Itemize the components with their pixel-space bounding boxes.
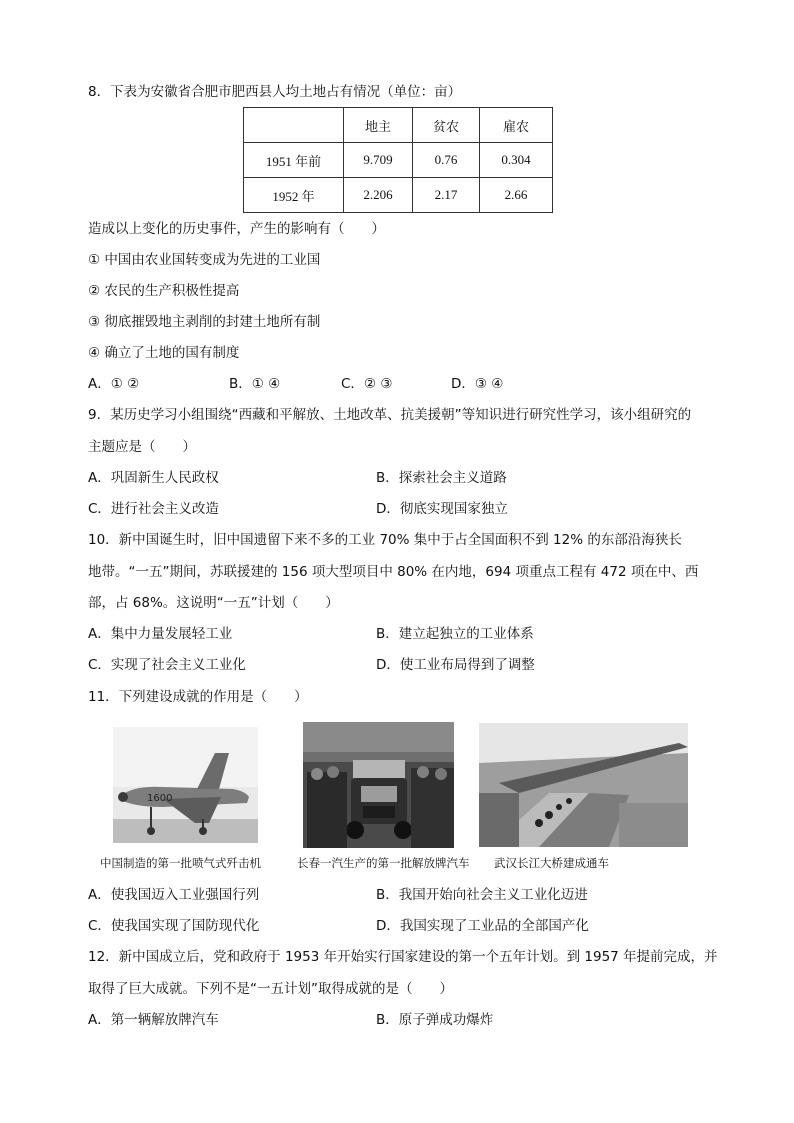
q10-stem-line1: 10．新中国诞生时，旧中国遗留下来不多的工业 70% 集中于占全国面积不到 12% 的东部沿海狭长 — [88, 532, 682, 548]
jet-fighter-photo — [113, 727, 258, 843]
q12-stem-line1: 12．新中国成立后，党和政府于 1953 年开始实行国家建设的第一个五年计划。到 1957 年提前完成，并 — [88, 949, 718, 965]
wuhan-bridge-photo — [479, 723, 688, 847]
land-table — [243, 107, 553, 213]
table-cell: 2.17 — [413, 178, 480, 213]
q8-option-b[interactable]: B．① ④ — [229, 376, 281, 392]
q8-item-3: ③ 彻底摧毁地主剥削的封建土地所有制 — [88, 314, 321, 330]
q12-option-b[interactable]: B．原子弹成功爆炸 — [376, 1012, 494, 1028]
caption-jet-fighter: 中国制造的第一批喷气式歼击机 — [100, 856, 261, 870]
plane-number: 1600 — [147, 793, 173, 804]
q9-stem-line1: 9．某历史学习小组围绕“西藏和平解放、土地改革、抗美援朝”等知识进行研究性学习，该小组研究的 — [88, 407, 692, 423]
table-row — [244, 143, 553, 178]
q9-option-d[interactable]: D．彻底实现国家独立 — [376, 501, 508, 517]
q9-option-a[interactable]: A．巩固新生人民政权 — [88, 470, 219, 486]
caption-jiefang-truck: 长春一汽生产的第一批解放牌汽车 — [297, 856, 470, 870]
jet-fighter-illustration — [113, 727, 258, 843]
table-cell: 1951 年前 — [244, 143, 344, 178]
q8-item-1: ① 中国由农业国转变成为先进的工业国 — [88, 252, 321, 268]
q8-question: 造成以上变化的历史事件，产生的影响有（ ） — [88, 221, 385, 237]
q9-option-c[interactable]: C．进行社会主义改造 — [88, 501, 219, 517]
table-cell: 2.206 — [344, 178, 413, 213]
table-cell: 9.709 — [344, 143, 413, 178]
table-cell: 2.66 — [480, 178, 553, 213]
table-header-cell: 贫农 — [413, 108, 480, 143]
table-cell: 0.304 — [480, 143, 553, 178]
q10-stem-line3: 部，占 68%。这说明“一五”计划（ ） — [88, 595, 339, 611]
q11-stem: 11．下列建设成就的作用是（ ） — [88, 689, 308, 705]
wuhan-bridge-illustration — [479, 723, 688, 847]
q8-item-2: ② 农民的生产积极性提高 — [88, 283, 240, 299]
table-cell: 0.76 — [413, 143, 480, 178]
jiefang-truck-illustration — [303, 722, 454, 848]
q12-option-a[interactable]: A．第一辆解放牌汽车 — [88, 1012, 219, 1028]
q11-option-a[interactable]: A．使我国迈入工业强国行列 — [88, 887, 260, 903]
table-cell: 1952 年 — [244, 178, 344, 213]
q10-option-a[interactable]: A．集中力量发展轻工业 — [88, 626, 233, 642]
q8-stem: 8．下表为安徽省合肥市肥西县人均土地占有情况（单位：亩） — [88, 84, 462, 100]
q9-option-b[interactable]: B．探索社会主义道路 — [376, 470, 507, 486]
q8-option-a[interactable]: A．① ② — [88, 376, 140, 392]
q12-stem-line2: 取得了巨大成就。下列不是“一五计划”取得成就的是（ ） — [88, 981, 453, 997]
q10-option-b[interactable]: B．建立起独立的工业体系 — [376, 626, 534, 642]
table-header-cell: 地主 — [344, 108, 413, 143]
q10-stem-line2: 地带。“一五”期间，苏联援建的 156 项大型项目中 80% 在内地，694 项重点工程有 472 项在中、西 — [88, 564, 699, 580]
q9-stem-line2: 主题应是（ ） — [88, 439, 196, 455]
q11-option-c[interactable]: C．使我国实现了国防现代化 — [88, 918, 260, 934]
q8-item-4: ④ 确立了土地的国有制度 — [88, 345, 240, 361]
q10-option-c[interactable]: C．实现了社会主义工业化 — [88, 657, 246, 673]
q8-option-c[interactable]: C．② ③ — [341, 376, 393, 392]
q10-option-d[interactable]: D．使工业布局得到了调整 — [376, 657, 535, 673]
q11-option-b[interactable]: B．我国开始向社会主义工业化迈进 — [376, 887, 588, 903]
caption-wuhan-bridge: 武汉长江大桥建成通车 — [494, 856, 609, 870]
table-row — [244, 178, 553, 213]
table-header-row — [244, 108, 553, 143]
table-header-cell: 雇农 — [480, 108, 553, 143]
q11-option-d[interactable]: D．我国实现了工业品的全部国产化 — [376, 918, 589, 934]
table-header-cell — [244, 108, 344, 143]
q8-option-d[interactable]: D．③ ④ — [451, 376, 504, 392]
jiefang-truck-photo — [303, 722, 454, 848]
